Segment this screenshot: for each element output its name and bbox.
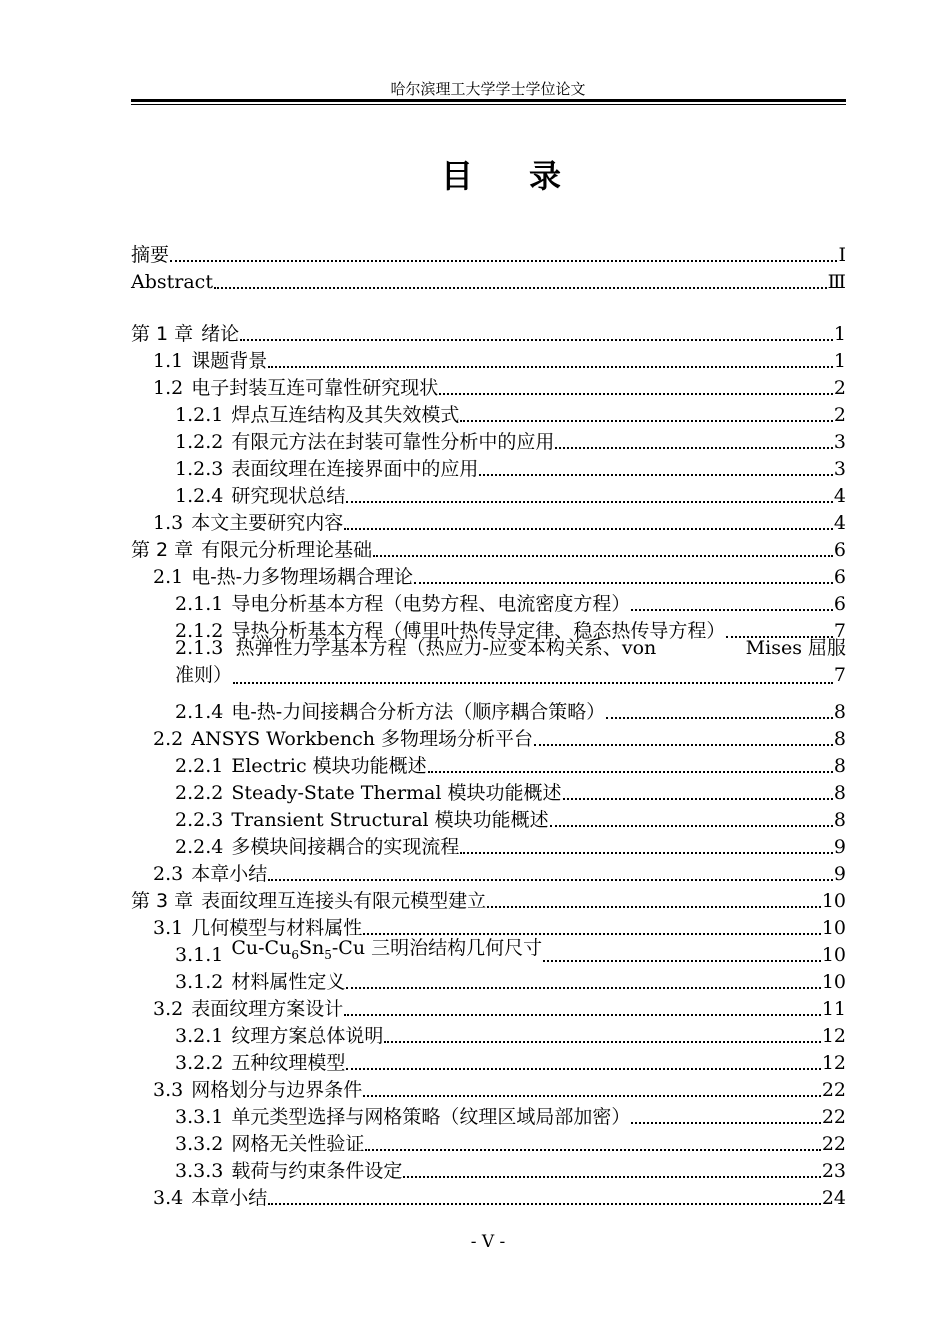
- toc-dots: [534, 743, 833, 746]
- toc-num: 2.1: [153, 566, 184, 588]
- toc-dots: [631, 608, 833, 611]
- toc-text: 有限元方法在封装可靠性分析中的应用: [231, 431, 555, 453]
- toc-text: Steady-State Thermal 模块功能概述: [231, 782, 562, 804]
- toc-dots: [346, 986, 820, 989]
- toc-page: 2: [833, 404, 846, 426]
- toc-entry[interactable]: [131, 937, 846, 967]
- toc-entry[interactable]: [131, 778, 846, 805]
- toc-num: 2.3: [153, 863, 184, 885]
- toc-page: 1: [833, 350, 846, 372]
- toc-text: 多模块间接耦合的实现流程: [231, 836, 460, 858]
- toc-num: 2.2.4: [175, 836, 224, 858]
- toc-dots: [170, 259, 837, 262]
- toc-entry[interactable]: [131, 240, 846, 267]
- toc-num: 3.2: [153, 998, 184, 1020]
- toc-num: 3.3: [153, 1079, 184, 1101]
- toc-dots: [543, 959, 821, 962]
- toc-text: 表面纹理在连接界面中的应用: [231, 458, 479, 480]
- toc-entry[interactable]: [131, 805, 846, 832]
- toc-text: 本章小结: [191, 863, 268, 885]
- toc-entry[interactable]: [131, 454, 846, 481]
- toc-num: 1.1: [153, 350, 184, 372]
- header-title: 哈尔滨理工大学学士学位论文: [390, 80, 586, 98]
- title-char-2: 录: [528, 156, 561, 195]
- toc-entry[interactable]: [131, 267, 846, 294]
- toc-num: 2.2.1: [175, 755, 224, 777]
- toc-entry[interactable]: [131, 508, 846, 535]
- title-char-1: 目: [441, 156, 474, 195]
- toc-dots: [460, 419, 833, 422]
- toc-entry[interactable]: [131, 859, 846, 886]
- toc-entry[interactable]: [131, 481, 846, 508]
- toc-page: 10: [821, 890, 846, 912]
- toc-entry[interactable]: [131, 373, 846, 400]
- toc-dots: [373, 554, 833, 557]
- toc-dots: [363, 1094, 821, 1097]
- toc-num: 2.2.3: [175, 809, 224, 831]
- toc-entry[interactable]: [131, 427, 846, 454]
- toc-dots: [563, 797, 833, 800]
- toc-dots: [363, 932, 821, 935]
- toc-text-chem: -Cu 三明治结构几何尺寸: [331, 937, 543, 960]
- toc-entry[interactable]: [131, 589, 846, 616]
- toc-text: 单元类型选择与网格策略（纹理区域局部加密）: [231, 1106, 631, 1128]
- toc-dots: [487, 905, 821, 908]
- toc-text: 有限元分析理论基础: [201, 539, 373, 561]
- toc-text: 几何模型与材料属性: [191, 917, 363, 939]
- toc-entry[interactable]: [131, 1048, 846, 1075]
- toc-page: 12: [821, 1025, 846, 1047]
- toc-dots: [344, 1013, 821, 1016]
- toc-text: 焊点互连结构及其失效模式: [231, 404, 460, 426]
- toc-num: 1.2.3: [175, 458, 224, 480]
- toc-entry[interactable]: [131, 1156, 846, 1183]
- toc-num: 3.3.3: [175, 1160, 224, 1182]
- toc-text: 表面纹理互连接头有限元模型建立: [201, 890, 487, 912]
- toc-dots: [631, 1121, 820, 1124]
- toc-entry[interactable]: [131, 1021, 846, 1048]
- toc-page: 22: [821, 1106, 846, 1128]
- toc-text-chem: Cu-Cu: [231, 937, 292, 960]
- toc-dots: [439, 392, 833, 395]
- toc-num: 2.1.4: [175, 701, 224, 723]
- toc-text: 纹理方案总体说明: [231, 1025, 384, 1047]
- toc-dots: [346, 500, 833, 503]
- toc-dots: [240, 338, 833, 341]
- toc-dots: [606, 716, 833, 719]
- toc-page: 6: [833, 566, 846, 588]
- toc-num: 1.2: [153, 377, 184, 399]
- toc-text: 导热分析基本方程（傅里叶热传导定律、稳态热传导方程）: [231, 620, 726, 642]
- toc-page: 22: [821, 1133, 846, 1155]
- toc-text-chem: Sn: [298, 937, 325, 960]
- toc-dots: [726, 635, 833, 638]
- toc-page: 8: [833, 809, 846, 831]
- toc-dots: [403, 1175, 820, 1178]
- toc-entry[interactable]: [131, 1102, 846, 1129]
- toc-text: 五种纹理模型: [231, 1052, 346, 1074]
- toc-page: 11: [821, 998, 846, 1020]
- toc-page: 8: [833, 728, 846, 750]
- toc-page: 1: [833, 323, 846, 345]
- toc-entry[interactable]: [131, 616, 846, 643]
- toc-page: 10: [821, 917, 846, 939]
- toc-page: 6: [833, 539, 846, 561]
- toc-page: 3: [833, 458, 846, 480]
- toc-text: 研究现状总结: [231, 485, 346, 507]
- toc-page: 4: [833, 485, 846, 507]
- toc-page: I: [838, 244, 846, 266]
- toc-text: 材料属性定义: [231, 971, 346, 993]
- toc-page: 7: [833, 664, 846, 686]
- toc-page: 9: [833, 836, 846, 858]
- toc-text: 绪论: [201, 323, 240, 345]
- toc-dots: [479, 473, 833, 476]
- toc-text-sub: 5: [324, 948, 332, 962]
- toc-text: 载荷与约束条件设定: [231, 1160, 403, 1182]
- header-rule-thin: [131, 104, 846, 105]
- toc-page: 3: [833, 431, 846, 453]
- toc-text: 本文主要研究内容: [191, 512, 344, 534]
- toc-text: 导电分析基本方程（电势方程、电流密度方程）: [231, 593, 631, 615]
- toc-num: 3.2.1: [175, 1025, 224, 1047]
- toc-text-sub: 6: [291, 948, 299, 962]
- toc-entry[interactable]: [131, 697, 846, 724]
- toc-entry[interactable]: [131, 535, 846, 562]
- toc-page: 22: [821, 1079, 846, 1101]
- toc-entry[interactable]: [131, 1075, 846, 1102]
- toc-num: 2.1.3: [175, 637, 224, 659]
- header-rule-thick: [131, 99, 846, 102]
- toc-page: 8: [833, 782, 846, 804]
- toc-num: 3.3.2: [175, 1133, 224, 1155]
- toc-num: 3.4: [153, 1187, 184, 1209]
- toc-num: 3.1.1: [175, 944, 224, 966]
- toc-dots: [550, 824, 833, 827]
- toc-text: 课题背景: [191, 350, 268, 372]
- toc-dots: [384, 1040, 820, 1043]
- toc-num: 1.2.1: [175, 404, 224, 426]
- toc-num: 3.1: [153, 917, 184, 939]
- toc-dots: [214, 286, 827, 289]
- toc-entry[interactable]: [131, 751, 846, 778]
- toc-page: Ⅲ: [827, 271, 846, 293]
- toc-text: 电-热-力间接耦合分析方法（顺序耦合策略）: [231, 701, 606, 723]
- toc-page: 24: [821, 1187, 846, 1209]
- toc-num: 3.2.2: [175, 1052, 224, 1074]
- toc-dots: [460, 851, 833, 854]
- toc-num: 2.2: [153, 728, 184, 750]
- toc-page: 9: [833, 863, 846, 885]
- toc-entry[interactable]: [131, 967, 846, 994]
- page-title: [441, 151, 561, 196]
- toc-dots: [344, 527, 833, 530]
- toc-page: 10: [821, 971, 846, 993]
- toc-entry[interactable]: [131, 1183, 846, 1210]
- toc-entry[interactable]: [131, 319, 846, 346]
- toc-text-line2: 准则）: [175, 664, 233, 686]
- toc-dots: [414, 581, 833, 584]
- page-number: - V -: [470, 1232, 506, 1252]
- toc-entry[interactable]: [131, 562, 846, 589]
- toc-text: 网格划分与边界条件: [191, 1079, 363, 1101]
- toc-text: Transient Structural 模块功能概述: [231, 809, 549, 831]
- toc-entry[interactable]: [131, 994, 846, 1021]
- toc-num: 第 1 章: [131, 323, 194, 345]
- toc-page: 6: [833, 593, 846, 615]
- toc-text: 网格无关性验证: [231, 1133, 365, 1155]
- toc-dots: [268, 878, 833, 881]
- toc-text: Abstract: [131, 271, 213, 293]
- toc-entry[interactable]: [131, 1129, 846, 1156]
- toc-num: 2.2.2: [175, 782, 224, 804]
- toc-num: 1.2.4: [175, 485, 224, 507]
- toc-page: 10: [821, 944, 846, 966]
- toc-page: 23: [821, 1160, 846, 1182]
- toc-dots: [233, 681, 833, 684]
- toc-page: 4: [833, 512, 846, 534]
- toc-num: 3.3.1: [175, 1106, 224, 1128]
- toc-entry[interactable]: [131, 346, 846, 373]
- toc-text: 电子封装互连可靠性研究现状: [191, 377, 439, 399]
- toc-page: 12: [821, 1052, 846, 1074]
- toc-dots: [428, 770, 833, 773]
- toc-dots: [268, 1202, 821, 1205]
- toc-text: [231, 936, 542, 967]
- toc-entry[interactable]: [131, 886, 846, 913]
- toc-page: 8: [833, 755, 846, 777]
- toc-num: 第 2 章: [131, 539, 194, 561]
- toc-entry[interactable]: [131, 832, 846, 859]
- toc-page: 7: [833, 620, 846, 642]
- toc-dots: [365, 1148, 820, 1151]
- toc-text: 表面纹理方案设计: [191, 998, 344, 1020]
- toc-text: 摘要: [131, 244, 170, 266]
- toc-text-part1: 热弹性力学基本方程（热应力-应变本构关系、von: [235, 637, 657, 659]
- toc-num: 1.2.2: [175, 431, 224, 453]
- toc-dots: [268, 365, 833, 368]
- toc-text-part2: Mises 屈服: [745, 637, 846, 659]
- toc-dots: [555, 446, 833, 449]
- toc-text: 本章小结: [191, 1187, 268, 1209]
- toc-entry[interactable]: [131, 400, 846, 427]
- toc-page: 8: [833, 701, 846, 723]
- toc-dots: [346, 1067, 820, 1070]
- toc-text: Electric 模块功能概述: [231, 755, 427, 777]
- toc-num: 1.3: [153, 512, 184, 534]
- toc-num: 第 3 章: [131, 890, 194, 912]
- toc-page: 2: [833, 377, 846, 399]
- toc-num: 2.1.1: [175, 593, 224, 615]
- toc-num: 3.1.2: [175, 971, 224, 993]
- toc-text: 电-热-力多物理场耦合理论: [191, 566, 414, 588]
- toc-entry-2-1-3[interactable]: [175, 635, 846, 689]
- toc-entry[interactable]: [131, 724, 846, 751]
- toc-text: ANSYS Workbench 多物理场分析平台: [191, 728, 534, 750]
- toc-num: 2.1.2: [175, 620, 224, 642]
